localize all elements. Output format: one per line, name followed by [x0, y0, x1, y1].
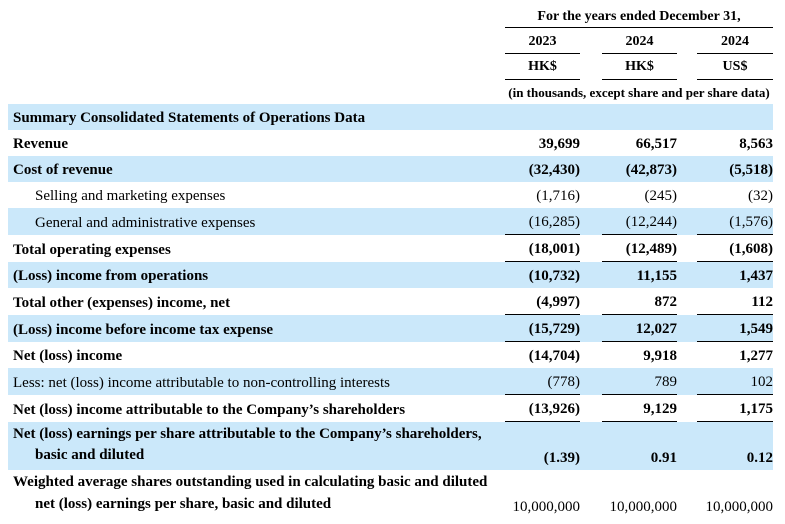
column-gap	[677, 342, 697, 369]
cell-value: 1,549	[697, 315, 773, 342]
cell-value: (32,430)	[505, 156, 580, 182]
table-row	[8, 342, 773, 369]
cell-value: (10,732)	[505, 262, 580, 289]
cell-value: 9,129	[602, 395, 677, 422]
column-gap	[580, 342, 602, 369]
cell-value: (18,001)	[505, 235, 580, 262]
cell-value: (16,285)	[505, 208, 580, 235]
column-gap	[580, 156, 602, 182]
row-label: Net (loss) earnings per share attributable to the Company’s shareholders, basic and diluted	[8, 422, 505, 471]
cell-value: (245)	[602, 182, 677, 208]
cell-value: (4,997)	[505, 288, 580, 315]
column-currency: US$	[697, 54, 773, 79]
column-gap	[677, 208, 697, 235]
section-title: Summary Consolidated Statements of Operations Data	[8, 104, 773, 130]
row-label: Net (loss) income attributable to the Company’s shareholders	[8, 395, 505, 422]
column-gap	[677, 288, 697, 315]
table-row	[8, 315, 773, 342]
cell-value: (13,926)	[505, 395, 580, 422]
cell-value: 9,918	[602, 342, 677, 369]
column-gap	[580, 208, 602, 235]
column-gap	[580, 262, 602, 289]
financial-table	[8, 8, 773, 519]
column-year: 2024	[602, 28, 677, 54]
cell-value: 0.12	[697, 422, 773, 471]
column-gap	[677, 395, 697, 422]
column-gap	[580, 130, 602, 156]
column-gap	[677, 235, 697, 262]
column-gap	[677, 315, 697, 342]
cell-value: (12,489)	[602, 235, 677, 262]
column-gap	[580, 395, 602, 422]
column-gap	[677, 470, 697, 519]
cell-value: (12,244)	[602, 208, 677, 235]
table-row	[8, 235, 773, 262]
column-gap	[580, 54, 602, 79]
row-label: Weighted average shares outstanding used in calculating basic and diluted net (loss) earnings per share, basic and diluted	[8, 470, 505, 519]
row-label: Cost of revenue	[8, 156, 505, 182]
row-label: (Loss) income before income tax expense	[8, 315, 505, 342]
table-row	[8, 208, 773, 235]
row-label: Net (loss) income	[8, 342, 505, 369]
column-group-title: For the years ended December 31,	[505, 8, 773, 28]
cell-value: 789	[602, 368, 677, 395]
header-spacer	[8, 28, 505, 54]
column-gap	[677, 54, 697, 79]
table-row	[8, 368, 773, 395]
row-label: Total operating expenses	[8, 235, 505, 262]
column-gap	[580, 235, 602, 262]
table-row	[8, 130, 773, 156]
table-body	[8, 104, 773, 519]
cell-value: 10,000,000	[505, 470, 580, 519]
cell-value: 0.91	[602, 422, 677, 471]
cell-value: 12,027	[602, 315, 677, 342]
row-label: Total other (expenses) income, net	[8, 288, 505, 315]
cell-value: (1.39)	[505, 422, 580, 471]
column-gap	[677, 422, 697, 471]
column-gap	[677, 130, 697, 156]
column-gap	[580, 288, 602, 315]
header-spacer	[8, 8, 505, 28]
cell-value: 11,155	[602, 262, 677, 289]
column-gap	[677, 28, 697, 54]
cell-value: 872	[602, 288, 677, 315]
cell-value: (1,716)	[505, 182, 580, 208]
row-label: Less: net (loss) income attributable to non-controlling interests	[8, 368, 505, 395]
header-spacer	[8, 54, 505, 79]
column-year: 2024	[697, 28, 773, 54]
cell-value: 66,517	[602, 130, 677, 156]
cell-value: (15,729)	[505, 315, 580, 342]
column-gap	[677, 262, 697, 289]
cell-value: (14,704)	[505, 342, 580, 369]
column-gap	[580, 422, 602, 471]
table-row	[8, 156, 773, 182]
column-currency: HK$	[505, 54, 580, 79]
table-row	[8, 262, 773, 289]
cell-value: 10,000,000	[697, 470, 773, 519]
cell-value: (778)	[505, 368, 580, 395]
cell-value: 39,699	[505, 130, 580, 156]
column-gap	[677, 182, 697, 208]
units-note: (in thousands, except share and per share data)	[508, 84, 770, 100]
cell-value: (1,576)	[697, 208, 773, 235]
cell-value: (5,518)	[697, 156, 773, 182]
column-gap	[580, 368, 602, 395]
column-year: 2023	[505, 28, 580, 54]
column-gap	[677, 368, 697, 395]
table-row	[8, 470, 773, 519]
cell-value: 10,000,000	[602, 470, 677, 519]
cell-value: 8,563	[697, 130, 773, 156]
table-row	[8, 422, 773, 471]
cell-value: 1,277	[697, 342, 773, 369]
cell-value: 102	[697, 368, 773, 395]
cell-value: 1,437	[697, 262, 773, 289]
column-gap	[580, 470, 602, 519]
column-gap	[677, 156, 697, 182]
column-gap	[580, 182, 602, 208]
table-row	[8, 104, 773, 130]
column-gap	[580, 28, 602, 54]
row-label: (Loss) income from operations	[8, 262, 505, 289]
cell-value: 1,175	[697, 395, 773, 422]
table-row	[8, 182, 773, 208]
table-row	[8, 395, 773, 422]
cell-value: (42,873)	[602, 156, 677, 182]
row-label: Revenue	[8, 130, 505, 156]
cell-value: (1,608)	[697, 235, 773, 262]
cell-value: (32)	[697, 182, 773, 208]
header-spacer	[8, 79, 505, 104]
row-label: Selling and marketing expenses	[8, 182, 505, 208]
row-label: General and administrative expenses	[8, 208, 505, 235]
table-row	[8, 288, 773, 315]
column-currency: HK$	[602, 54, 677, 79]
table-header	[8, 8, 773, 104]
cell-value: 112	[697, 288, 773, 315]
column-gap	[580, 315, 602, 342]
